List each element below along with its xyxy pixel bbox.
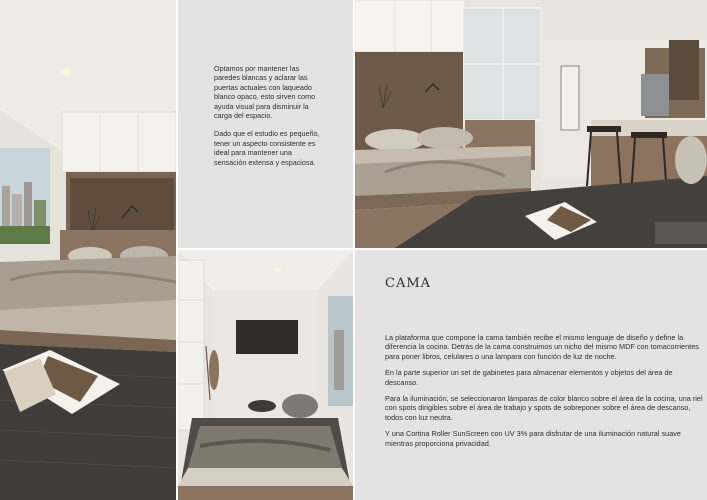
intro-paragraph: Optamos por mantener las paredes blancas y aclarar las puertas actuales con laqueado blanco opaco, esto sirven como ayuda visual para disminuir la carga del espacio. xyxy=(214,64,316,121)
intro-paragraph: Dado que el estudio es pequeño, tener un aspecto consistente es ideal para mantener una sensación extensa y espaciosa. xyxy=(214,129,320,167)
section-paragraph: Para la iluminación, se seleccionaron lámparas de color blanco sobre el área de la cocina, una riel con spots dirigibles sobre el área de trabajo y spots de sobreponer sobre el área de descanso, todos con luz neutra. xyxy=(385,394,703,422)
intro-text-panel xyxy=(178,0,353,248)
cama-section-panel xyxy=(355,250,707,500)
section-paragraph: Y una Cortina Roller SunScreen con UV 3% para disfrutar de una iluminación natural suave mientras proporciona privacidad. xyxy=(385,429,681,448)
render-bedroom-window xyxy=(0,0,176,500)
render-bed-view xyxy=(178,250,353,500)
section-paragraph: La plataforma que compone la cama también recibe el mismo lenguaje de diseño y define la diferencia la cocina. Detrás de la cama construimos un nicho del mismo MDF con tomacorrientes para poner libros, celulares o una lampara con función de luz de noche. xyxy=(385,333,699,361)
section-title: CAMA xyxy=(385,276,432,291)
render-studio-overview xyxy=(355,0,707,248)
intro-text xyxy=(214,64,324,176)
section-paragraph: En la parte superior un set de gabinetes para almacenar elementos y objetos del área de descanso. xyxy=(385,368,673,387)
section-body xyxy=(385,333,703,455)
